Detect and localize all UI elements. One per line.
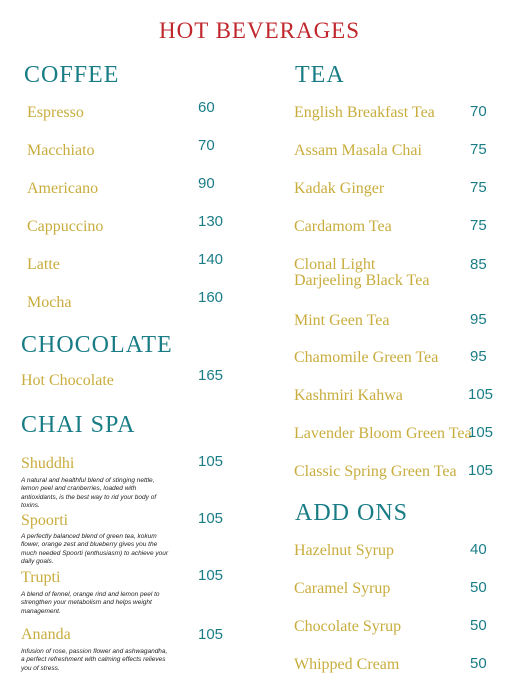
price-kashmiri-kahwa: 105 xyxy=(468,386,494,403)
menu-item-clonal-light-darjeeling-black-tea: Clonal Light Darjeeling Black Tea xyxy=(294,256,430,289)
coffee-heading: COFFEE xyxy=(24,62,120,88)
price-mocha: 160 xyxy=(198,289,224,306)
price-ananda: 105 xyxy=(198,626,224,643)
price-macchiato: 70 xyxy=(198,137,215,154)
price-americano: 90 xyxy=(198,175,215,192)
price-cappuccino: 130 xyxy=(198,213,224,230)
price-spoorti: 105 xyxy=(198,510,224,527)
description-spoorti: A perfectly balanced blend of green tea, kokum flower, orange zest and blueberry gives you the much needed Spoorti (enthusiasm) to achieve your daily goals. xyxy=(21,533,169,565)
price-trupti: 105 xyxy=(198,567,224,584)
menu-item-latte: Latte xyxy=(27,256,60,273)
price-mint-geen-tea: 95 xyxy=(470,311,487,328)
menu-item-hazelnut-syrup: Hazelnut Syrup xyxy=(294,542,394,559)
description-trupti: A blend of fennel, orange rind and lemon peel to strengthen your metabolism and helps weight management. xyxy=(21,591,160,615)
price-classic-spring-green-tea: 105 xyxy=(468,462,494,479)
chai-spa-heading: CHAI SPA xyxy=(21,412,136,438)
description-shuddhi: A natural and healthful blend of stinging nettle, lemon peel and cranberries, loaded with antioxidants, is the best way to rid your body of toxins. xyxy=(21,477,157,509)
menu-item-macchiato: Macchiato xyxy=(27,142,95,159)
menu-item-shuddhi: Shuddhi xyxy=(21,455,75,472)
price-latte: 140 xyxy=(198,251,224,268)
menu-item-trupti: Trupti xyxy=(21,569,61,586)
price-hazelnut-syrup: 40 xyxy=(470,541,487,558)
price-kadak-ginger: 75 xyxy=(470,179,487,196)
menu-item-english-breakfast-tea: English Breakfast Tea xyxy=(294,104,435,121)
price-shuddhi: 105 xyxy=(198,453,224,470)
add-ons-heading: ADD ONS xyxy=(295,500,409,526)
menu-item-lavender-bloom-green-tea: Lavender Bloom Green Tea xyxy=(294,425,472,442)
menu-item-mocha: Mocha xyxy=(27,294,72,311)
menu-item-ananda: Ananda xyxy=(21,626,71,643)
menu-item-classic-spring-green-tea: Classic Spring Green Tea xyxy=(294,463,457,480)
menu-item-espresso: Espresso xyxy=(27,104,84,121)
price-chocolate-syrup: 50 xyxy=(470,617,487,634)
price-espresso: 60 xyxy=(198,99,215,116)
menu-item-chocolate-syrup: Chocolate Syrup xyxy=(294,618,402,635)
price-clonal-light-darjeeling: 85 xyxy=(470,256,487,273)
price-caramel-syrup: 50 xyxy=(470,579,487,596)
menu-item-chamomile-green-tea: Chamomile Green Tea xyxy=(294,349,439,366)
tea-heading: TEA xyxy=(295,62,345,88)
price-lavender-bloom-green-tea: 105 xyxy=(468,424,494,441)
menu-item-mint-geen-tea: Mint Geen Tea xyxy=(294,312,390,329)
menu-title: HOT BEVERAGES xyxy=(158,18,361,43)
menu-item-spoorti: Spoorti xyxy=(21,512,69,529)
menu-item-americano: Americano xyxy=(27,180,99,197)
price-hot-chocolate: 165 xyxy=(198,367,224,384)
price-chamomile-green-tea: 95 xyxy=(470,348,487,365)
menu-item-assam-masala-chai: Assam Masala Chai xyxy=(294,142,422,159)
chocolate-heading: CHOCOLATE xyxy=(21,332,173,358)
description-ananda: Infusion of rose, passion flower and ashwagandha, a perfect refreshment with calming effects relieves you of stress. xyxy=(21,648,168,672)
price-cardamom-tea: 75 xyxy=(470,217,487,234)
price-whipped-cream: 50 xyxy=(470,655,487,672)
menu-item-cappuccino: Cappuccino xyxy=(27,218,104,235)
menu-item-caramel-syrup: Caramel Syrup xyxy=(294,580,391,597)
menu-item-kadak-ginger: Kadak Ginger xyxy=(294,180,385,197)
menu-item-kashmiri-kahwa: Kashmiri Kahwa xyxy=(294,387,403,404)
menu-item-hot-chocolate: Hot Chocolate xyxy=(21,372,114,389)
price-english-breakfast-tea: 70 xyxy=(470,103,487,120)
price-assam-masala-chai: 75 xyxy=(470,141,487,158)
menu-item-cardamom-tea: Cardamom Tea xyxy=(294,218,392,235)
menu-item-whipped-cream: Whipped Cream xyxy=(294,656,400,673)
